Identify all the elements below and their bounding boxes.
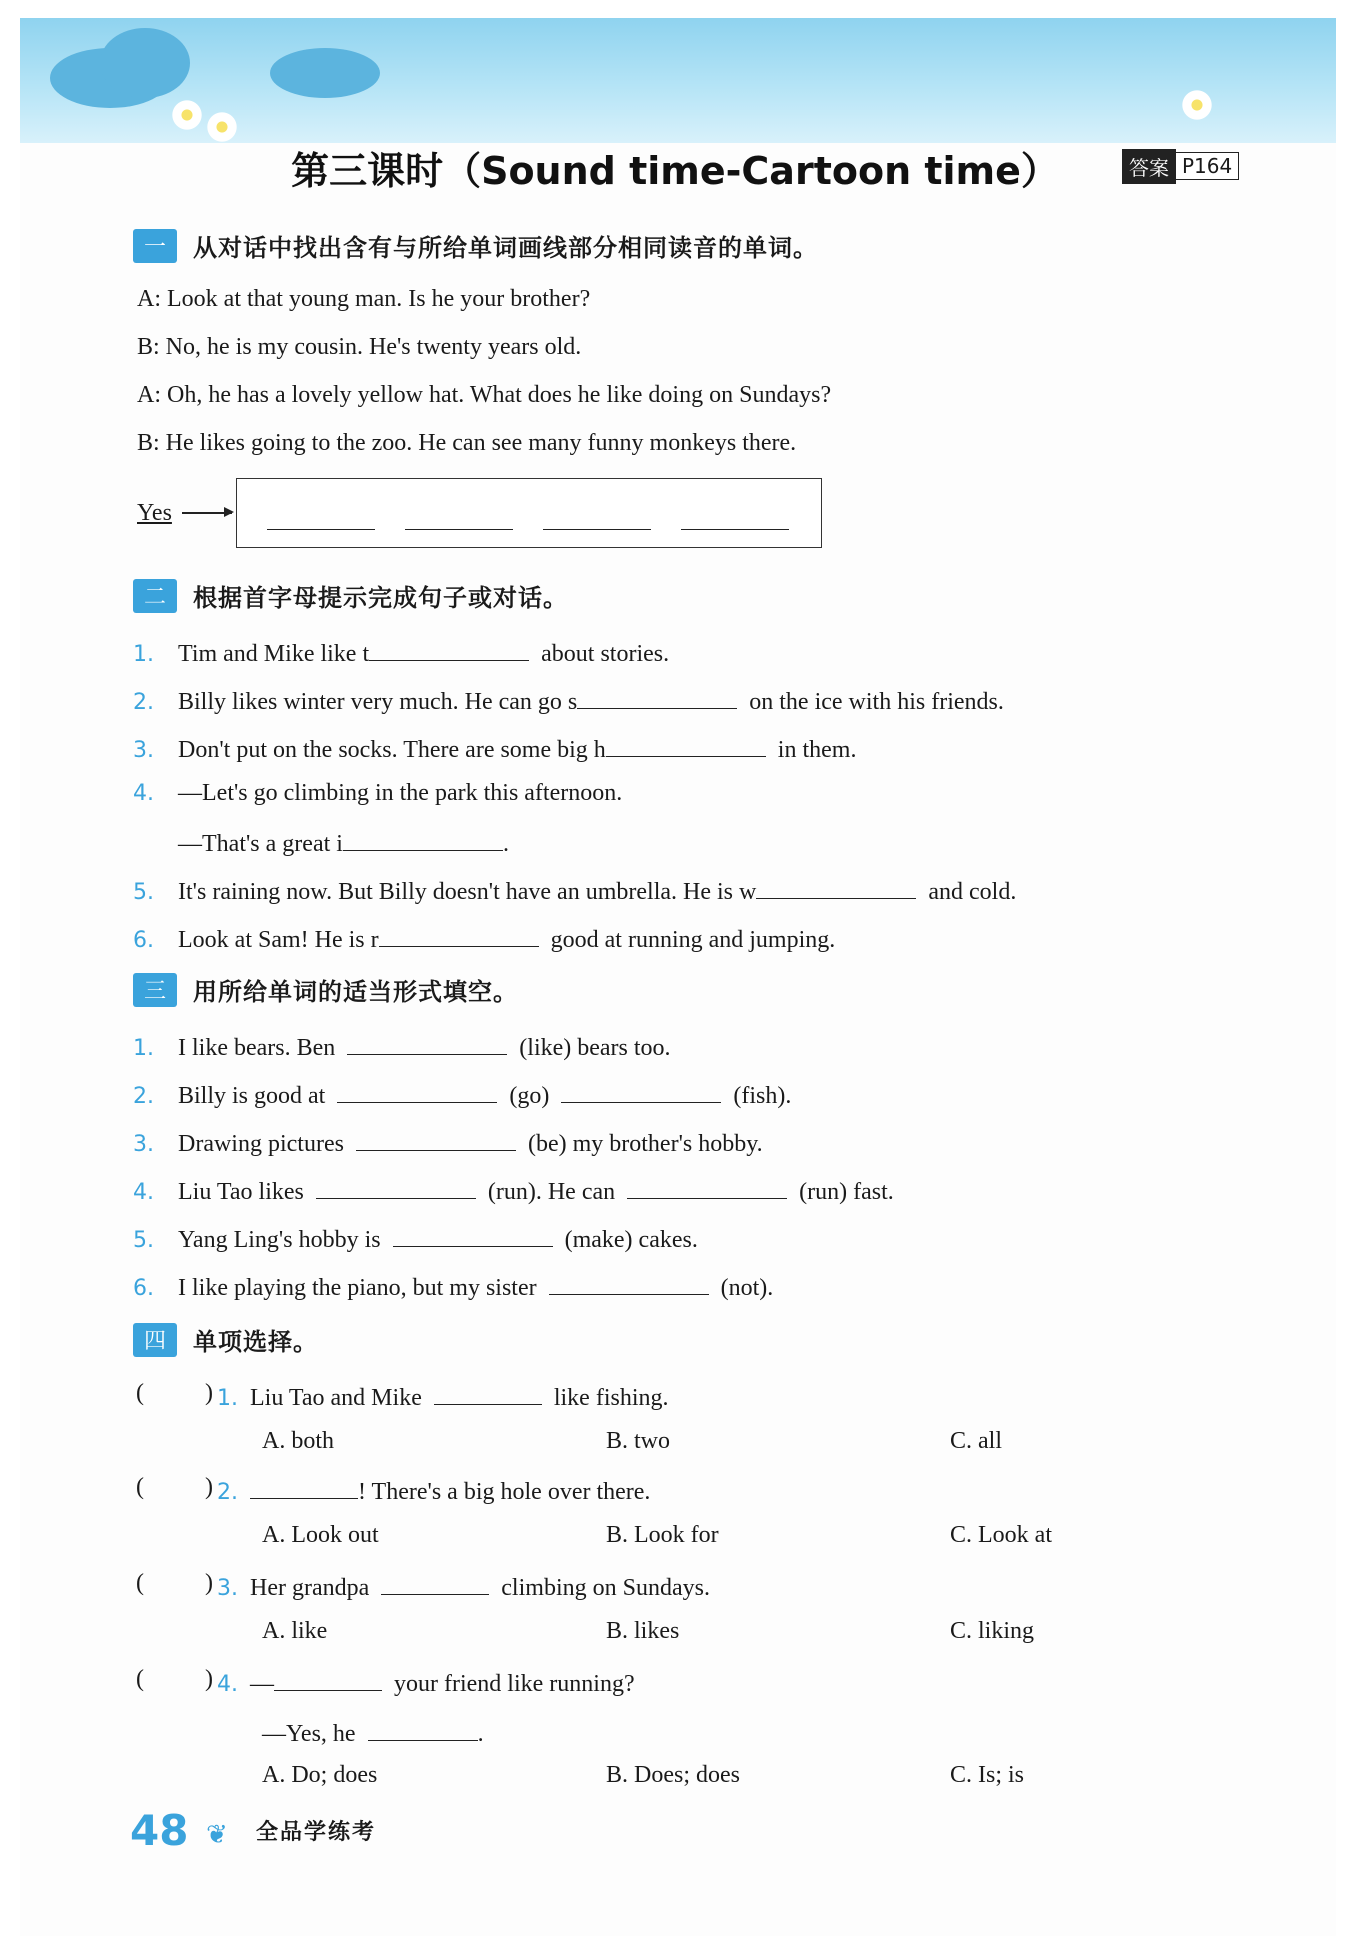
option-a[interactable]: A. like bbox=[262, 1618, 328, 1644]
question-item bbox=[133, 732, 856, 764]
item-number: 5. bbox=[133, 880, 154, 905]
item-text: (fish). bbox=[733, 1083, 792, 1109]
question-text: your friend like running? bbox=[394, 1671, 635, 1697]
answer-bracket-open: ( bbox=[136, 1474, 144, 1500]
dialogue-line: A: Oh, he has a lovely yellow hat. What does he like doing on Sundays? bbox=[137, 382, 832, 408]
given-word: Yes bbox=[137, 500, 172, 526]
item-text: I like bears. Ben bbox=[178, 1035, 336, 1061]
answer-blank[interactable] bbox=[316, 1174, 476, 1199]
answer-bracket-close: ) bbox=[205, 1474, 213, 1500]
item-text: (be) my brother's hobby. bbox=[527, 1131, 763, 1157]
flower-icon bbox=[205, 110, 239, 143]
question-text: climbing on Sundays. bbox=[501, 1575, 710, 1601]
item-text: and cold. bbox=[928, 879, 1017, 905]
flower-icon bbox=[1180, 88, 1214, 122]
item-text: Drawing pictures bbox=[178, 1131, 344, 1157]
page-title: 第三课时（Sound time-Cartoon time） bbox=[291, 149, 1059, 193]
item-number: 2. bbox=[133, 1084, 154, 1109]
answer-blank[interactable] bbox=[393, 1222, 553, 1247]
question-item bbox=[178, 826, 509, 858]
item-text: Tim and Mike like t bbox=[178, 641, 370, 667]
mc-question bbox=[217, 1380, 669, 1412]
dialogue-line: B: No, he is my cousin. He's twenty years old. bbox=[137, 334, 582, 360]
item-text: (make) cakes. bbox=[564, 1227, 698, 1253]
item-text: It's raining now. But Billy doesn't have an umbrella. He is w bbox=[178, 879, 757, 905]
answer-bracket-close: ) bbox=[205, 1570, 213, 1596]
answer-blank[interactable] bbox=[627, 1174, 787, 1199]
answer-blank[interactable] bbox=[756, 874, 916, 899]
section-instruction: 根据首字母提示完成句子或对话。 bbox=[193, 584, 568, 612]
page-number: 48 bbox=[130, 1806, 189, 1855]
answer-blank[interactable] bbox=[543, 529, 651, 530]
question-item bbox=[133, 1222, 698, 1254]
question-item bbox=[133, 1078, 791, 1110]
item-number: 2. bbox=[133, 690, 154, 715]
answer-blank[interactable] bbox=[337, 1078, 497, 1103]
option-b[interactable]: B. Look for bbox=[606, 1522, 719, 1548]
flower-icon bbox=[170, 98, 204, 132]
item-text: (not). bbox=[720, 1275, 774, 1301]
item-text: good at running and jumping. bbox=[550, 927, 836, 953]
question-text: Her grandpa bbox=[250, 1575, 370, 1601]
option-a[interactable]: A. both bbox=[262, 1428, 334, 1454]
option-c[interactable]: C. Look at bbox=[950, 1522, 1052, 1548]
sprout-icon: ❦ bbox=[206, 1820, 228, 1850]
section-4-header bbox=[133, 1322, 318, 1357]
item-text: (run) fast. bbox=[799, 1179, 894, 1205]
item-text: (go) bbox=[509, 1083, 550, 1109]
cloud-decoration bbox=[270, 48, 380, 98]
item-text: Don't put on the socks. There are some big h bbox=[178, 737, 606, 763]
answer-label: 答案 bbox=[1122, 149, 1176, 184]
option-c[interactable]: C. Is; is bbox=[950, 1762, 1025, 1788]
dialogue-line: B: He likes going to the zoo. He can see many funny monkeys there. bbox=[137, 430, 797, 456]
item-text: I like playing the piano, but my sister bbox=[178, 1275, 537, 1301]
item-text: Billy is good at bbox=[178, 1083, 326, 1109]
question-number: 3. bbox=[217, 1576, 238, 1601]
option-b[interactable]: B. two bbox=[606, 1428, 671, 1454]
answer-reference bbox=[1122, 150, 1239, 182]
question-item bbox=[133, 874, 1016, 906]
answer-blank[interactable] bbox=[343, 826, 503, 851]
option-a[interactable]: A. Look out bbox=[262, 1522, 379, 1548]
answer-blank[interactable] bbox=[606, 732, 766, 757]
answer-blank[interactable] bbox=[379, 922, 539, 947]
option-c[interactable]: C. all bbox=[950, 1428, 1002, 1454]
question-item bbox=[133, 1174, 894, 1206]
mc-question bbox=[217, 1474, 650, 1506]
item-text: (run). He can bbox=[487, 1179, 616, 1205]
item-text: about stories. bbox=[541, 641, 670, 667]
answer-page: P164 bbox=[1176, 152, 1239, 180]
mc-question bbox=[217, 1666, 635, 1698]
section-number: 三 bbox=[133, 973, 177, 1007]
item-text: on the ice with his friends. bbox=[749, 689, 1004, 715]
item-number: 3. bbox=[133, 738, 154, 763]
question-item bbox=[133, 780, 622, 807]
mc-question-line2: —Yes, he . bbox=[262, 1716, 484, 1748]
question-text: Liu Tao and Mike bbox=[250, 1385, 422, 1411]
item-text: —That's a great i bbox=[178, 831, 343, 857]
answer-blank[interactable] bbox=[274, 1666, 382, 1691]
answer-blank[interactable] bbox=[549, 1270, 709, 1295]
question-text: —Yes, he bbox=[262, 1721, 356, 1747]
answer-bracket-close: ) bbox=[205, 1380, 213, 1406]
answer-bracket-open: ( bbox=[136, 1380, 144, 1406]
question-number: 4. bbox=[217, 1672, 238, 1697]
section-2-header bbox=[133, 578, 568, 613]
section-number: 一 bbox=[133, 229, 177, 263]
answer-blank[interactable] bbox=[405, 529, 513, 530]
item-number: 4. bbox=[133, 1180, 154, 1205]
question-number: 1. bbox=[217, 1386, 238, 1411]
item-text: Billy likes winter very much. He can go s bbox=[178, 689, 578, 715]
dialogue-line: A: Look at that young man. Is he your brother? bbox=[137, 286, 591, 312]
question-number: 2. bbox=[217, 1480, 238, 1505]
question-item bbox=[133, 636, 669, 668]
cloud-decoration bbox=[100, 28, 190, 98]
item-text: Look at Sam! He is r bbox=[178, 927, 379, 953]
section-number: 四 bbox=[133, 1323, 177, 1357]
section-instruction: 从对话中找出含有与所给单词画线部分相同读音的单词。 bbox=[193, 234, 818, 262]
answer-blank[interactable] bbox=[267, 529, 375, 530]
answer-bracket-open: ( bbox=[136, 1570, 144, 1596]
answer-box bbox=[236, 478, 822, 548]
answer-blank[interactable] bbox=[434, 1380, 542, 1405]
arrow-icon bbox=[182, 512, 232, 514]
item-text: . bbox=[502, 831, 509, 857]
question-item bbox=[133, 922, 835, 954]
mc-question bbox=[217, 1570, 710, 1602]
item-number: 1. bbox=[133, 642, 154, 667]
section-1-header bbox=[133, 228, 818, 263]
item-text: —Let's go climbing in the park this afternoon. bbox=[178, 780, 623, 806]
section-instruction: 单项选择。 bbox=[193, 1328, 318, 1356]
answer-blank[interactable] bbox=[561, 1078, 721, 1103]
question-item bbox=[133, 1270, 773, 1302]
question-text: ! There's a big hole over there. bbox=[358, 1479, 651, 1505]
section-number: 二 bbox=[133, 579, 177, 613]
answer-blank[interactable] bbox=[250, 1474, 358, 1499]
question-text: — bbox=[250, 1671, 274, 1697]
item-text: in them. bbox=[777, 737, 857, 763]
item-number: 6. bbox=[133, 1276, 154, 1301]
question-item bbox=[133, 684, 1004, 716]
item-number: 1. bbox=[133, 1036, 154, 1061]
question-item bbox=[133, 1126, 763, 1158]
question-item bbox=[133, 1030, 671, 1062]
answer-blank[interactable] bbox=[347, 1030, 507, 1055]
header-banner bbox=[20, 18, 1336, 143]
brand-name: 全品学练考 bbox=[256, 1820, 377, 1845]
answer-bracket-close: ) bbox=[205, 1666, 213, 1692]
section-3-header bbox=[133, 972, 518, 1007]
item-text: (like) bears too. bbox=[519, 1035, 671, 1061]
section-instruction: 用所给单词的适当形式填空。 bbox=[193, 978, 518, 1006]
option-c[interactable]: C. liking bbox=[950, 1618, 1035, 1644]
answer-blank[interactable] bbox=[356, 1126, 516, 1151]
question-text: like fishing. bbox=[553, 1385, 669, 1411]
item-number: 6. bbox=[133, 928, 154, 953]
answer-blank[interactable] bbox=[368, 1716, 478, 1741]
item-number: 5. bbox=[133, 1228, 154, 1253]
item-text: Liu Tao likes bbox=[178, 1179, 304, 1205]
option-b[interactable]: B. Does; does bbox=[606, 1762, 740, 1788]
answer-bracket-open: ( bbox=[136, 1666, 144, 1692]
item-number: 3. bbox=[133, 1132, 154, 1157]
answer-blank[interactable] bbox=[369, 636, 529, 661]
option-a[interactable]: A. Do; does bbox=[262, 1762, 378, 1788]
item-text: Yang Ling's hobby is bbox=[178, 1227, 381, 1253]
option-b[interactable]: B. likes bbox=[606, 1618, 680, 1644]
answer-blank[interactable] bbox=[381, 1570, 489, 1595]
answer-blank[interactable] bbox=[681, 529, 789, 530]
answer-blank[interactable] bbox=[577, 684, 737, 709]
item-number: 4. bbox=[133, 781, 154, 806]
